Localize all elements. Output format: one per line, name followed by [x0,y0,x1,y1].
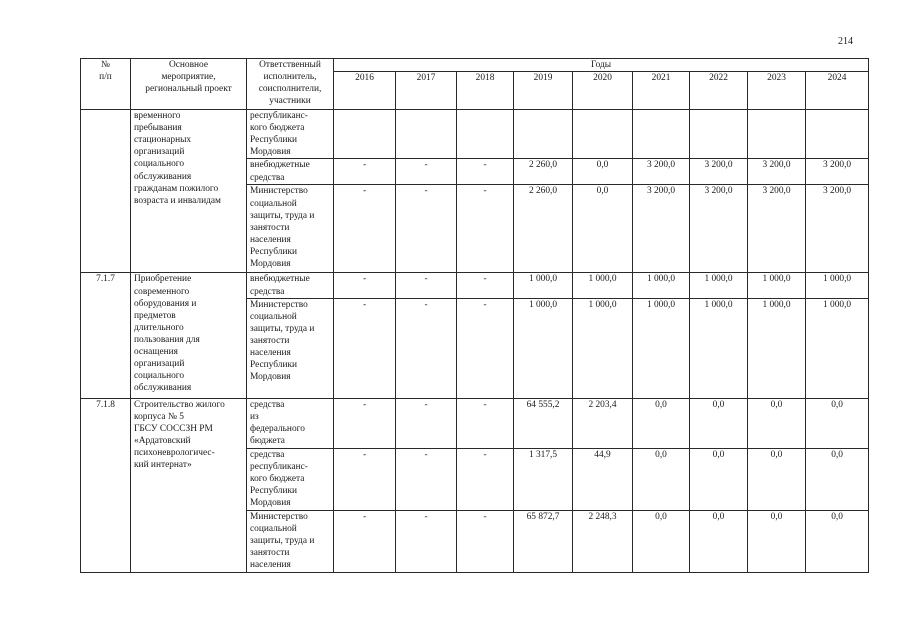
value-cell: 1 000,0 [690,273,748,298]
value-cell [396,110,457,159]
value-cell [806,110,869,159]
responsible-cell: Министерство социальной защиты, труда и занятости населения Республики Мордовия [247,185,334,273]
year-2021: 2021 [633,72,690,110]
value-cell [633,110,690,159]
activity-description: временного пребывания стационарных организаций социального обслуживания гражданам пожилого возраста и инвалидам [131,110,247,273]
value-cell [514,110,573,159]
value-cell: 3 200,0 [806,159,869,185]
value-cell: 0,0 [806,510,869,572]
value-cell: 1 000,0 [806,298,869,398]
value-cell: 1 000,0 [690,298,748,398]
value-cell: 44,9 [573,448,633,510]
value-cell [690,110,748,159]
responsible-cell: внебюджетные средства [247,273,334,298]
year-2017: 2017 [396,72,457,110]
year-2018: 2018 [457,72,514,110]
program-table [80,58,869,573]
value-cell: - [396,185,457,273]
table-row [81,110,869,159]
value-cell: 1 000,0 [633,273,690,298]
year-2020: 2020 [573,72,633,110]
value-cell: - [334,159,396,185]
value-cell [748,110,806,159]
value-cell: 0,0 [690,510,748,572]
value-cell: 2 203,4 [573,398,633,448]
value-cell: 1 000,0 [748,273,806,298]
value-cell: 0,0 [806,398,869,448]
value-cell: 1 317,5 [514,448,573,510]
value-cell: 0,0 [633,510,690,572]
value-cell: - [457,159,514,185]
value-cell: - [396,159,457,185]
value-cell: 2 260,0 [514,159,573,185]
year-2019: 2019 [514,72,573,110]
year-2024: 2024 [806,72,869,110]
value-cell: - [334,510,396,572]
value-cell: 0,0 [633,398,690,448]
value-cell: 0,0 [573,185,633,273]
value-cell: 1 000,0 [573,298,633,398]
value-cell: 2 260,0 [514,185,573,273]
value-cell: - [457,448,514,510]
responsible-cell: средства республиканс- кого бюджета Республики Мордовия [247,448,334,510]
value-cell: 3 200,0 [690,185,748,273]
value-cell: - [396,510,457,572]
value-cell: 0,0 [748,448,806,510]
value-cell: 1 000,0 [806,273,869,298]
value-cell: 1 000,0 [748,298,806,398]
value-cell: 1 000,0 [633,298,690,398]
header-responsible: Ответственный исполнитель, соисполнители, участники [247,59,334,110]
value-cell: 65 872,7 [514,510,573,572]
value-cell: - [457,398,514,448]
header-num: № п/п [81,59,131,110]
value-cell [573,110,633,159]
value-cell: - [396,298,457,398]
value-cell: - [396,398,457,448]
value-cell: 3 200,0 [748,159,806,185]
value-cell: - [396,273,457,298]
value-cell: 0,0 [690,448,748,510]
row-num [81,110,131,273]
value-cell: - [334,298,396,398]
value-cell: 3 200,0 [633,185,690,273]
page-number: 214 [838,36,853,47]
value-cell: 1 000,0 [514,298,573,398]
value-cell: 1 000,0 [573,273,633,298]
value-cell: 3 200,0 [690,159,748,185]
value-cell: 0,0 [806,448,869,510]
value-cell: 3 200,0 [633,159,690,185]
value-cell: 3 200,0 [748,185,806,273]
responsible-cell: республиканс- кого бюджета Республики Мордовия [247,110,334,159]
activity-description: Строительство жилого корпуса № 5 ГБСУ СОССЗН РМ «Ардатовский психоневрологичес- кий интернат» [131,398,247,572]
responsible-cell: Министерство социальной защиты, труда и занятости населения [247,510,334,572]
header-activity: Основное мероприятие, региональный проект [131,59,247,110]
value-cell: - [334,398,396,448]
value-cell: 0,0 [748,510,806,572]
value-cell: 0,0 [633,448,690,510]
value-cell: - [396,448,457,510]
responsible-cell: средства из федерального бюджета [247,398,334,448]
value-cell: - [457,510,514,572]
table-row [81,398,869,448]
year-2023: 2023 [748,72,806,110]
value-cell [457,110,514,159]
value-cell: - [334,448,396,510]
value-cell: 64 555,2 [514,398,573,448]
value-cell: 3 200,0 [806,185,869,273]
header-years: Годы [334,59,869,72]
value-cell: 0,0 [690,398,748,448]
value-cell: - [457,298,514,398]
responsible-cell: Министерство социальной защиты, труда и занятости населения Республики Мордовия [247,298,334,398]
value-cell: 2 248,3 [573,510,633,572]
value-cell: 1 000,0 [514,273,573,298]
activity-description: Приобретение современного оборудования и предметов длительного пользования для оснащения организаций социального обслуживания [131,273,247,398]
value-cell [334,110,396,159]
value-cell: - [334,185,396,273]
value-cell: 0,0 [748,398,806,448]
row-num: 7.1.7 [81,273,131,398]
value-cell: 0,0 [573,159,633,185]
year-2022: 2022 [690,72,748,110]
responsible-cell: внебюджетные средства [247,159,334,185]
year-2016: 2016 [334,72,396,110]
row-num: 7.1.8 [81,398,131,572]
value-cell: - [457,185,514,273]
value-cell: - [334,273,396,298]
value-cell: - [457,273,514,298]
table-row [81,273,869,298]
